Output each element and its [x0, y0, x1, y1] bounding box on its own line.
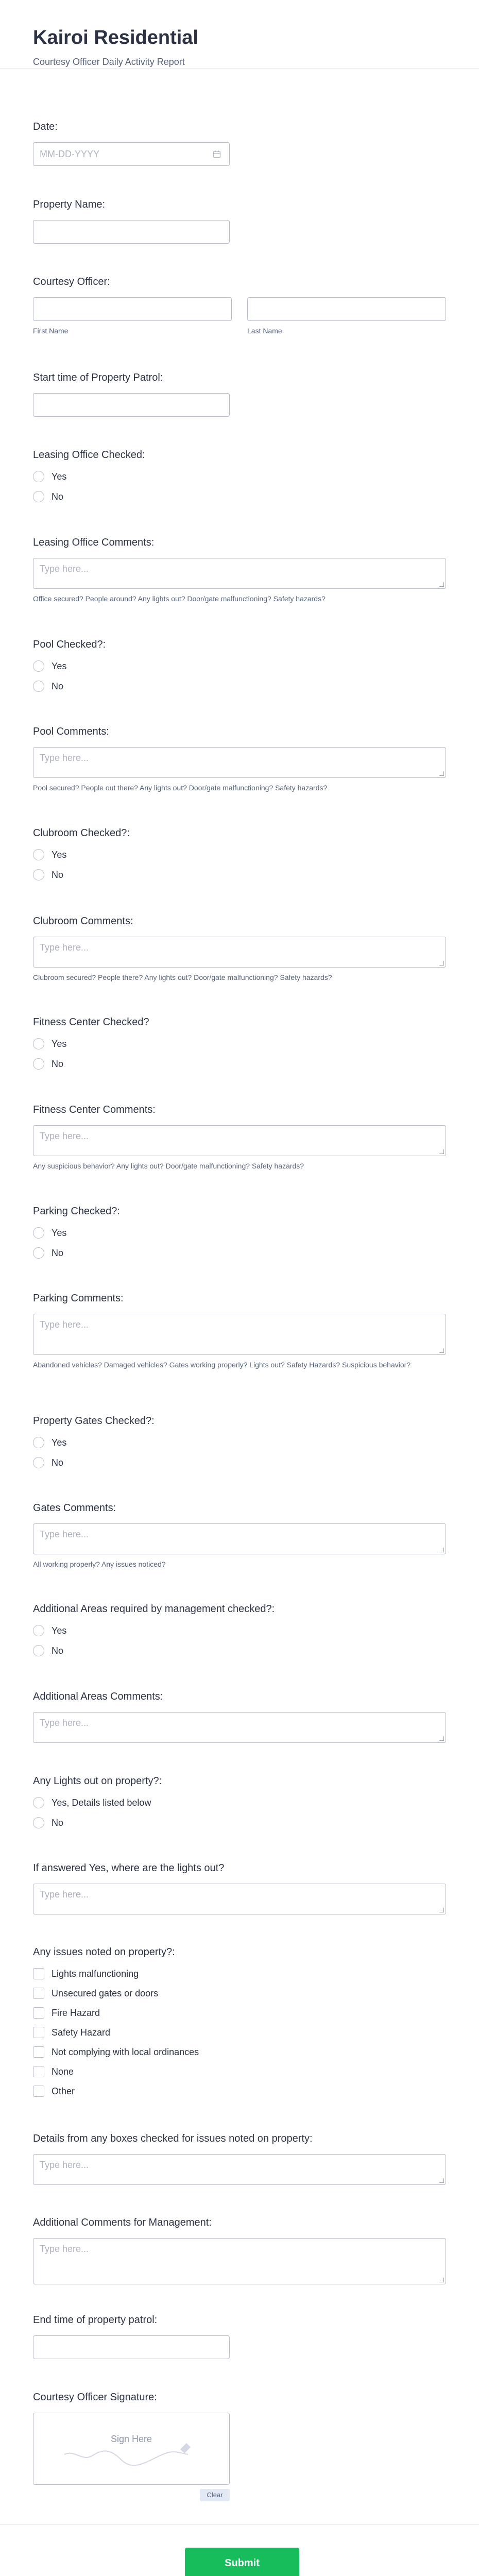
fitness-comments-textarea[interactable] [33, 1125, 446, 1156]
lights-where-textarea[interactable] [33, 1884, 446, 1914]
resize-grip-icon[interactable] [439, 771, 444, 776]
gates-checked-question [33, 1415, 446, 1477]
option-label: Other [52, 2086, 75, 2096]
radio-circle[interactable] [33, 660, 44, 672]
date-placeholder: MM-DD-YYYY [40, 149, 99, 159]
courtesy-officer-question [33, 276, 446, 335]
gates-comments-question [33, 1502, 446, 1569]
fitness-comments-label: Fitness Center Comments: [33, 1104, 156, 1115]
option-label: Yes [52, 471, 67, 482]
option-label: No [52, 1457, 64, 1468]
radio-circle[interactable] [33, 1797, 44, 1808]
issue-option-ordinances[interactable] [33, 2046, 446, 2058]
resize-grip-icon[interactable] [439, 2178, 444, 2183]
radio-circle[interactable] [33, 869, 44, 880]
pool-comments-textarea[interactable] [33, 747, 446, 778]
option-label: Lights malfunctioning [52, 1968, 139, 1979]
parking-checked-question [33, 1205, 446, 1267]
resize-grip-icon[interactable] [439, 961, 444, 965]
clubroom-checked-label: Clubroom Checked?: [33, 827, 130, 839]
officer-first-name-input[interactable] [33, 297, 232, 321]
radio-circle[interactable] [33, 1227, 44, 1239]
radio-circle[interactable] [33, 1645, 44, 1656]
pool-yes-option[interactable] [33, 660, 446, 672]
radio-circle[interactable] [33, 471, 44, 482]
radio-circle[interactable] [33, 1038, 44, 1049]
issue-option-other[interactable] [33, 2085, 446, 2097]
radio-circle[interactable] [33, 1058, 44, 1070]
option-label: No [52, 1247, 64, 1258]
clubroom-comments-question [33, 915, 446, 982]
end-time-input[interactable] [33, 2335, 230, 2359]
resize-grip-icon[interactable] [439, 1348, 444, 1353]
textarea-placeholder: Type here... [40, 1131, 89, 1141]
courtesy-officer-label: Courtesy Officer: [33, 276, 110, 287]
end-time-label: End time of property patrol: [33, 2314, 158, 2326]
mgmt-comments-textarea[interactable] [33, 2238, 446, 2284]
textarea-placeholder: Type here... [40, 942, 89, 953]
option-label: Yes [52, 1437, 67, 1448]
pool-checked-label: Pool Checked?: [33, 639, 106, 650]
date-question [33, 121, 446, 166]
start-time-question [33, 371, 446, 417]
lights-out-label: Any Lights out on property?: [33, 1775, 162, 1787]
option-label: No [52, 681, 64, 691]
gates-comments-textarea[interactable] [33, 1523, 446, 1554]
issues-label: Any issues noted on property?: [33, 1946, 175, 1958]
pool-comments-question [33, 725, 446, 792]
gates-no-option[interactable] [33, 1456, 446, 1469]
end-time-question [33, 2314, 446, 2359]
pool-comments-label: Pool Comments: [33, 726, 109, 737]
form-title: Kairoi Residential [33, 27, 198, 48]
issue-option-none[interactable] [33, 2065, 446, 2078]
issue-option-fire[interactable] [33, 2007, 446, 2019]
option-label: Yes [52, 1625, 67, 1636]
signature-placeholder-graphic [33, 2413, 229, 2484]
mgmt-comments-label: Additional Comments for Management: [33, 2217, 212, 2228]
issues-details-textarea[interactable] [33, 2154, 446, 2185]
submit-button[interactable]: Submit [185, 2548, 299, 2576]
option-label: Fire Hazard [52, 2007, 100, 2018]
signature-label: Courtesy Officer Signature: [33, 2392, 157, 2403]
gates-yes-option[interactable] [33, 1436, 446, 1449]
gates-checked-label: Property Gates Checked?: [33, 1415, 155, 1427]
form-header [0, 0, 479, 69]
issues-details-question [33, 2132, 446, 2185]
fitness-comments-help: Any suspicious behavior? Any lights out? Door/gate malfunctioning? Safety hazards? [33, 1162, 304, 1170]
option-label: No [52, 869, 64, 880]
leasing-checked-question [33, 449, 446, 511]
clubroom-comments-help: Clubroom secured? People there? Any lights out? Door/gate malfunctioning? Safety hazards? [33, 973, 332, 981]
textarea-placeholder: Type here... [40, 2160, 89, 2170]
lights-no-option[interactable] [33, 1817, 446, 1829]
leasing-comments-label: Leasing Office Comments: [33, 537, 155, 548]
option-label: Safety Hazard [52, 2027, 111, 2038]
additional-comments-label: Additional Areas Comments: [33, 1691, 163, 1702]
option-label: No [52, 1817, 64, 1828]
lights-out-question [33, 1775, 446, 1837]
option-label: Yes [52, 1227, 67, 1238]
leasing-comments-help: Office secured? People around? Any lights out? Door/gate malfunctioning? Safety hazards? [33, 595, 326, 603]
resize-grip-icon[interactable] [439, 1149, 444, 1154]
signature-pad[interactable] [33, 2413, 230, 2485]
clubroom-yes-option[interactable] [33, 849, 446, 861]
issues-details-label: Details from any boxes checked for issues noted on property: [33, 2133, 313, 2144]
radio-circle[interactable] [33, 1247, 44, 1259]
resize-grip-icon[interactable] [439, 2278, 444, 2282]
textarea-placeholder: Type here... [40, 753, 89, 763]
fitness-checked-label: Fitness Center Checked? [33, 1016, 149, 1028]
checkbox[interactable] [33, 2046, 44, 2058]
clubroom-no-option[interactable] [33, 869, 446, 881]
checkbox[interactable] [33, 2066, 44, 2077]
gates-comments-label: Gates Comments: [33, 1502, 116, 1514]
signature-question [33, 2391, 446, 2499]
property-name-input[interactable] [33, 220, 230, 244]
resize-grip-icon[interactable] [439, 1736, 444, 1741]
option-label: Not complying with local ordinances [52, 2046, 199, 2057]
additional-comments-question [33, 1690, 446, 1743]
clubroom-comments-label: Clubroom Comments: [33, 916, 133, 927]
option-label: None [52, 2066, 74, 2077]
mgmt-comments-question [33, 2216, 446, 2284]
radio-circle[interactable] [33, 1625, 44, 1636]
resize-grip-icon[interactable] [439, 1908, 444, 1912]
option-label: Unsecured gates or doors [52, 1988, 159, 1998]
parking-comments-textarea[interactable] [33, 1314, 446, 1355]
clubroom-comments-textarea[interactable] [33, 937, 446, 968]
lights-where-label: If answered Yes, where are the lights out? [33, 1862, 225, 1874]
radio-circle[interactable] [33, 1457, 44, 1468]
resize-grip-icon[interactable] [439, 1548, 444, 1552]
radio-circle[interactable] [33, 849, 44, 860]
officer-first-name-sublabel: First Name [33, 327, 69, 335]
checkbox[interactable] [33, 1968, 44, 1979]
leasing-comments-question [33, 536, 446, 603]
fitness-yes-option[interactable] [33, 1038, 446, 1050]
sign-here-text: Sign Here [110, 2434, 152, 2444]
form-subtitle: Courtesy Officer Daily Activity Report [33, 57, 185, 67]
parking-checked-label: Parking Checked?: [33, 1206, 120, 1217]
parking-comments-help: Abandoned vehicles? Damaged vehicles? Gates working properly? Lights out? Safety Hazards? Suspicious behavior? [33, 1361, 411, 1369]
lights-yes-option[interactable] [33, 1797, 446, 1809]
gates-comments-help: All working properly? Any issues noticed? [33, 1560, 166, 1568]
parking-comments-question [33, 1292, 446, 1369]
leasing-no-option[interactable] [33, 490, 446, 503]
additional-no-option[interactable] [33, 1645, 446, 1657]
option-label: No [52, 1645, 64, 1656]
option-label: No [52, 491, 64, 502]
leasing-comments-textarea[interactable] [33, 558, 446, 589]
textarea-placeholder: Type here... [40, 1529, 89, 1539]
officer-last-name-input[interactable] [247, 297, 446, 321]
textarea-placeholder: Type here... [40, 564, 89, 574]
option-label: Yes [52, 660, 67, 671]
textarea-placeholder: Type here... [40, 1718, 89, 1728]
clear-signature-button[interactable]: Clear [200, 2489, 230, 2501]
radio-circle[interactable] [33, 1437, 44, 1448]
issue-option-safety[interactable] [33, 2026, 446, 2039]
radio-circle[interactable] [33, 681, 44, 692]
date-label: Date: [33, 121, 58, 132]
property-name-question [33, 198, 446, 244]
pool-checked-question [33, 638, 446, 700]
additional-checked-question [33, 1603, 446, 1665]
issue-option-lights[interactable] [33, 1968, 446, 1980]
parking-comments-label: Parking Comments: [33, 1293, 124, 1304]
additional-comments-textarea[interactable] [33, 1712, 446, 1743]
pool-comments-help: Pool secured? People out there? Any lights out? Door/gate malfunctioning? Safety hazards? [33, 784, 328, 792]
lights-where-question [33, 1862, 446, 1914]
section-divider [0, 2524, 479, 2525]
fitness-no-option[interactable] [33, 1058, 446, 1070]
leasing-checked-label: Leasing Office Checked: [33, 449, 145, 461]
textarea-placeholder: Type here... [40, 1889, 89, 1900]
textarea-placeholder: Type here... [40, 2244, 89, 2254]
parking-no-option[interactable] [33, 1247, 446, 1259]
radio-circle[interactable] [33, 1817, 44, 1828]
textarea-placeholder: Type here... [40, 1319, 89, 1330]
calendar-icon[interactable] [213, 150, 221, 158]
option-label: Yes, Details listed below [52, 1797, 151, 1808]
issue-option-gates[interactable] [33, 1987, 446, 1999]
start-time-input[interactable] [33, 393, 230, 417]
option-label: Yes [52, 849, 67, 860]
additional-checked-label: Additional Areas required by management checked?: [33, 1603, 275, 1615]
property-name-label: Property Name: [33, 199, 106, 210]
parking-yes-option[interactable] [33, 1227, 446, 1239]
date-input[interactable] [33, 142, 230, 166]
additional-yes-option[interactable] [33, 1624, 446, 1637]
pool-no-option[interactable] [33, 680, 446, 692]
option-label: No [52, 1058, 64, 1069]
resize-grip-icon[interactable] [439, 582, 444, 587]
leasing-yes-option[interactable] [33, 470, 446, 483]
officer-last-name-sublabel: Last Name [247, 327, 282, 335]
clubroom-checked-question [33, 827, 446, 889]
fitness-checked-question [33, 1016, 446, 1078]
fitness-comments-question [33, 1104, 446, 1171]
checkbox[interactable] [33, 2086, 44, 2097]
checkbox[interactable] [33, 2007, 44, 2019]
issues-question [33, 1946, 446, 2105]
radio-circle[interactable] [33, 491, 44, 502]
option-label: Yes [52, 1038, 67, 1049]
checkbox[interactable] [33, 1988, 44, 1999]
start-time-label: Start time of Property Patrol: [33, 372, 163, 383]
checkbox[interactable] [33, 2027, 44, 2038]
